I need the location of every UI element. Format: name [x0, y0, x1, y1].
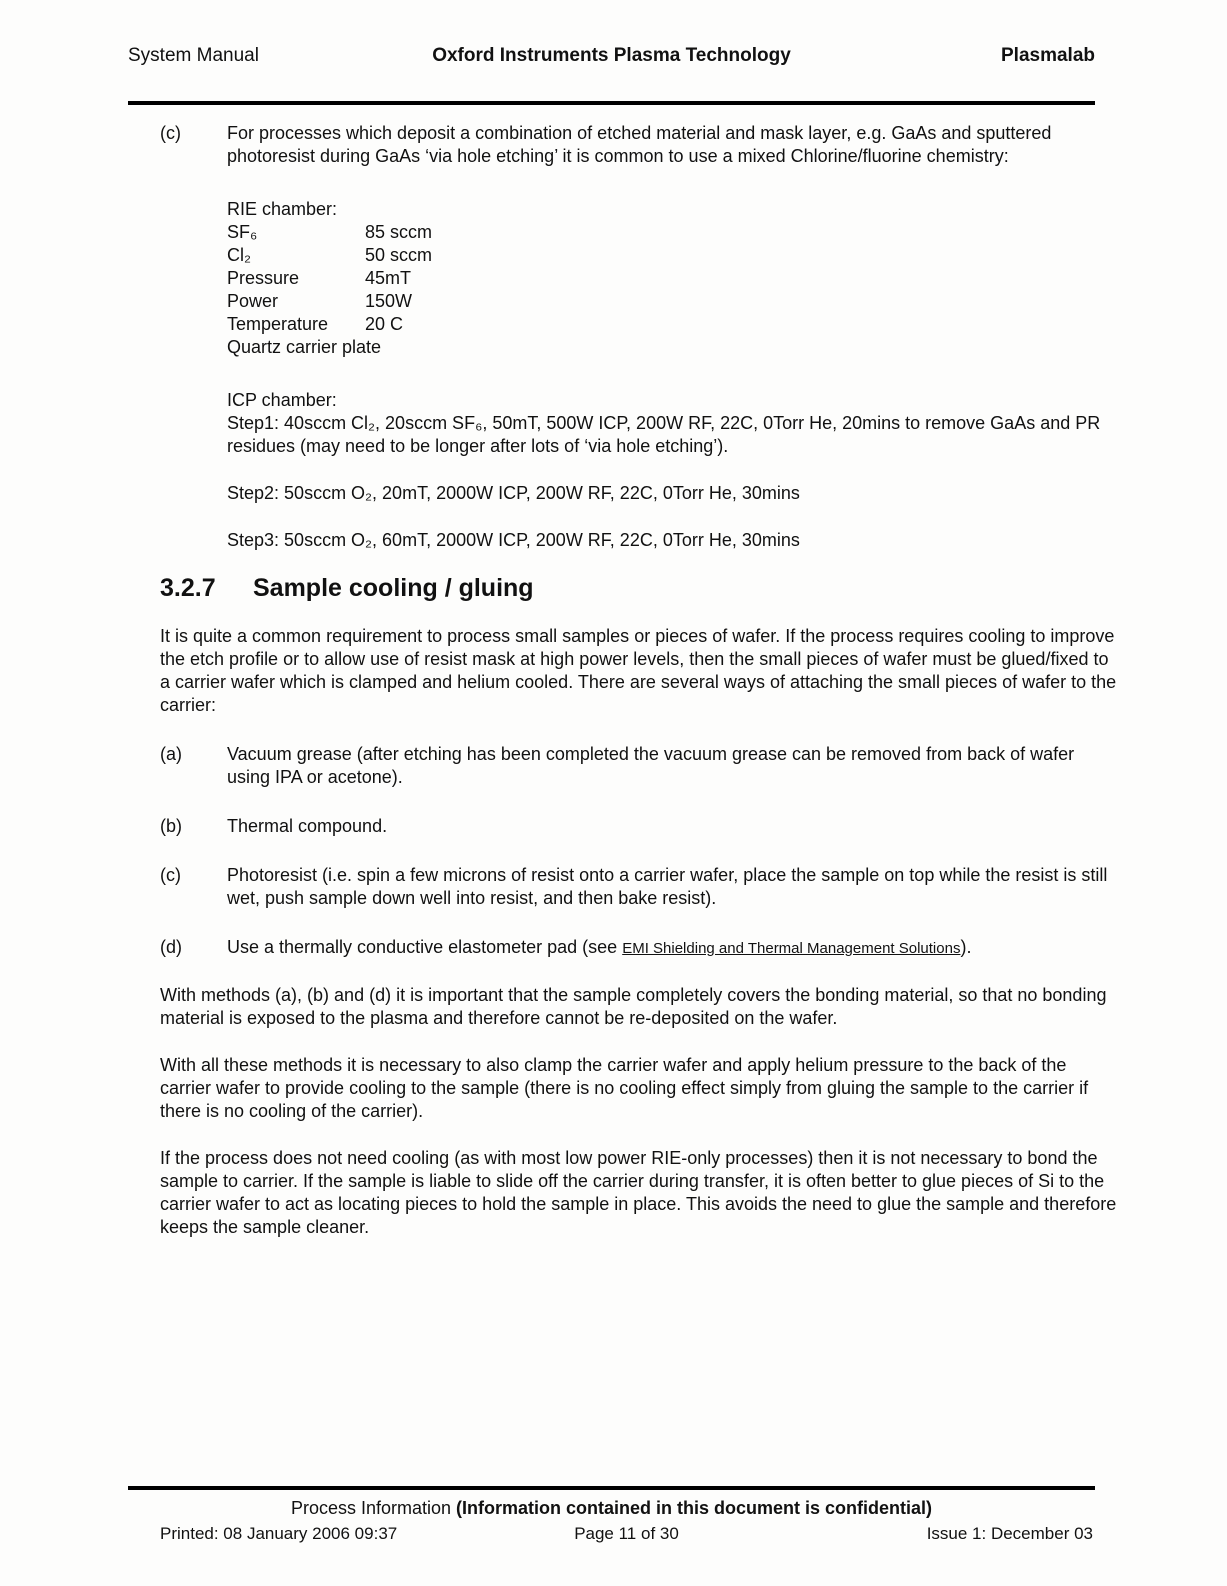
paragraph-methods-abd: With methods (a), (b) and (d) it is important that the sample completely covers the bonding material, so that no bonding material is exposed to the plasma and therefore cannot be re-deposited on the wafer.	[160, 985, 1107, 1028]
section-number: 3.2.7	[160, 574, 216, 602]
spec-label: SF₆	[227, 222, 258, 242]
page-content	[160, 122, 1122, 1239]
icp-step1: Step1: 40sccm Cl₂, 20sccm SF₆, 50mT, 500W ICP, 200W RF, 22C, 0Torr He, 20mins to remove GaAs and PR residues (may need to be longer after lots of ‘via hole etching’).	[227, 413, 1101, 456]
footer-issue: Issue 1: December 03	[926, 1524, 1093, 1543]
header-doc-type: System Manual	[128, 45, 259, 66]
section-title: Sample cooling / gluing	[253, 574, 534, 602]
list-marker: (c)	[160, 865, 181, 885]
list-marker: (c)	[160, 123, 181, 143]
spec-label: Pressure	[227, 268, 300, 288]
list-item-text: Thermal compound.	[227, 816, 388, 836]
spec-value: 45mT	[365, 268, 412, 288]
spec-value: 150W	[365, 291, 413, 311]
list-item-text: Vacuum grease (after etching has been completed the vacuum grease can be removed from back of wafer using IPA or acetone).	[227, 744, 1075, 787]
spec-label: Temperature	[227, 314, 329, 334]
spec-label: Power	[227, 291, 279, 311]
section-heading	[160, 573, 1122, 603]
paragraph-no-cooling: If the process does not need cooling (as with most low power RIE-only processes) then it is not necessary to bond the sample to carrier. If the sample is liable to slide off the carrier during transfer, it is often better to glue pieces of Si to the carrier wafer to act as locating pieces to hold the sample in place. This avoids the need to glue the sample and therefore keeps the sample cleaner.	[160, 1148, 1117, 1237]
footer-printed-date: Printed: 08 January 2006 09:37	[160, 1524, 398, 1543]
paragraph-clamp-helium: With all these methods it is necessary to also clamp the carrier wafer and apply helium pressure to the back of the carrier wafer to provide cooling to the sample (there is no cooling effect simply from gluing the sample to the carrier if there is no cooling of the carrier).	[160, 1055, 1089, 1121]
header-company: Oxford Instruments Plasma Technology	[432, 45, 791, 66]
footer-page-number: Page 11 of 30	[574, 1524, 679, 1543]
list-item-d	[160, 936, 1122, 960]
list-item-a	[160, 743, 1122, 789]
footer-divider	[128, 1486, 1095, 1490]
spec-value: 50 sccm	[365, 245, 433, 265]
icp-chamber-title: ICP chamber:	[227, 390, 337, 410]
spec-row	[227, 267, 1122, 290]
icp-step3: Step3: 50sccm O₂, 60mT, 2000W ICP, 200W RF, 22C, 0Torr He, 30mins	[227, 530, 800, 550]
footer-meta-line	[160, 1523, 1093, 1545]
footer-confidential-note: (Information contained in this document is confidential)	[456, 1498, 933, 1518]
footer-title-line	[128, 1497, 1095, 1520]
list-item-text: Photoresist (i.e. spin a few microns of resist onto a carrier wafer, place the sample on top while the resist is still wet, push sample down well into resist, and then bake resist).	[227, 865, 1108, 908]
header-product: Plasmalab	[1001, 45, 1095, 66]
spec-row	[227, 313, 1122, 336]
list-item-text-after: ).	[960, 937, 972, 957]
list-marker: (d)	[160, 937, 182, 957]
spec-row	[227, 244, 1122, 267]
list-item-text: For processes which deposit a combination of etched material and mask layer, e.g. GaAs and sputtered photoresist during GaAs ‘via hole etching’ it is common to use a mixed Chlorine/fluorine chemistry:	[227, 123, 1052, 166]
list-marker: (a)	[160, 744, 182, 764]
spec-value: 20 C	[365, 314, 404, 334]
spec-value: 85 sccm	[365, 222, 433, 242]
header-divider	[128, 101, 1095, 105]
emi-shielding-link[interactable]: EMI Shielding and Thermal Management Solutions	[622, 940, 961, 957]
spec-label: Cl₂	[227, 245, 251, 265]
rie-chamber-title: RIE chamber:	[227, 199, 338, 219]
paragraph-cooling-intro: It is quite a common requirement to process small samples or pieces of wafer. If the process requires cooling to improve the etch profile or to allow use of resist mask at high power levels, then the small pieces of wafer must be glued/fixed to a carrier wafer which is clamped and helium cooled. There are several ways of attaching the small pieces of wafer to the carrier:	[160, 626, 1117, 715]
icp-step2: Step2: 50sccm O₂, 20mT, 2000W ICP, 200W RF, 22C, 0Torr He, 30mins	[227, 483, 800, 503]
spec-row	[227, 290, 1122, 313]
list-item-text-before: Use a thermally conductive elastometer pad (see	[227, 937, 623, 957]
list-marker: (b)	[160, 816, 182, 836]
page-header	[128, 44, 1095, 68]
list-item-c-intro	[160, 122, 1122, 168]
footer-process-info: Process Information	[290, 1498, 457, 1518]
list-item-b	[160, 815, 1122, 838]
spec-row	[227, 221, 1122, 244]
list-item-text	[227, 936, 1122, 960]
list-item-c	[160, 864, 1122, 910]
icp-chamber-spec	[227, 389, 1122, 458]
rie-chamber-spec	[227, 198, 1122, 359]
rie-chamber-note: Quartz carrier plate	[227, 337, 382, 357]
